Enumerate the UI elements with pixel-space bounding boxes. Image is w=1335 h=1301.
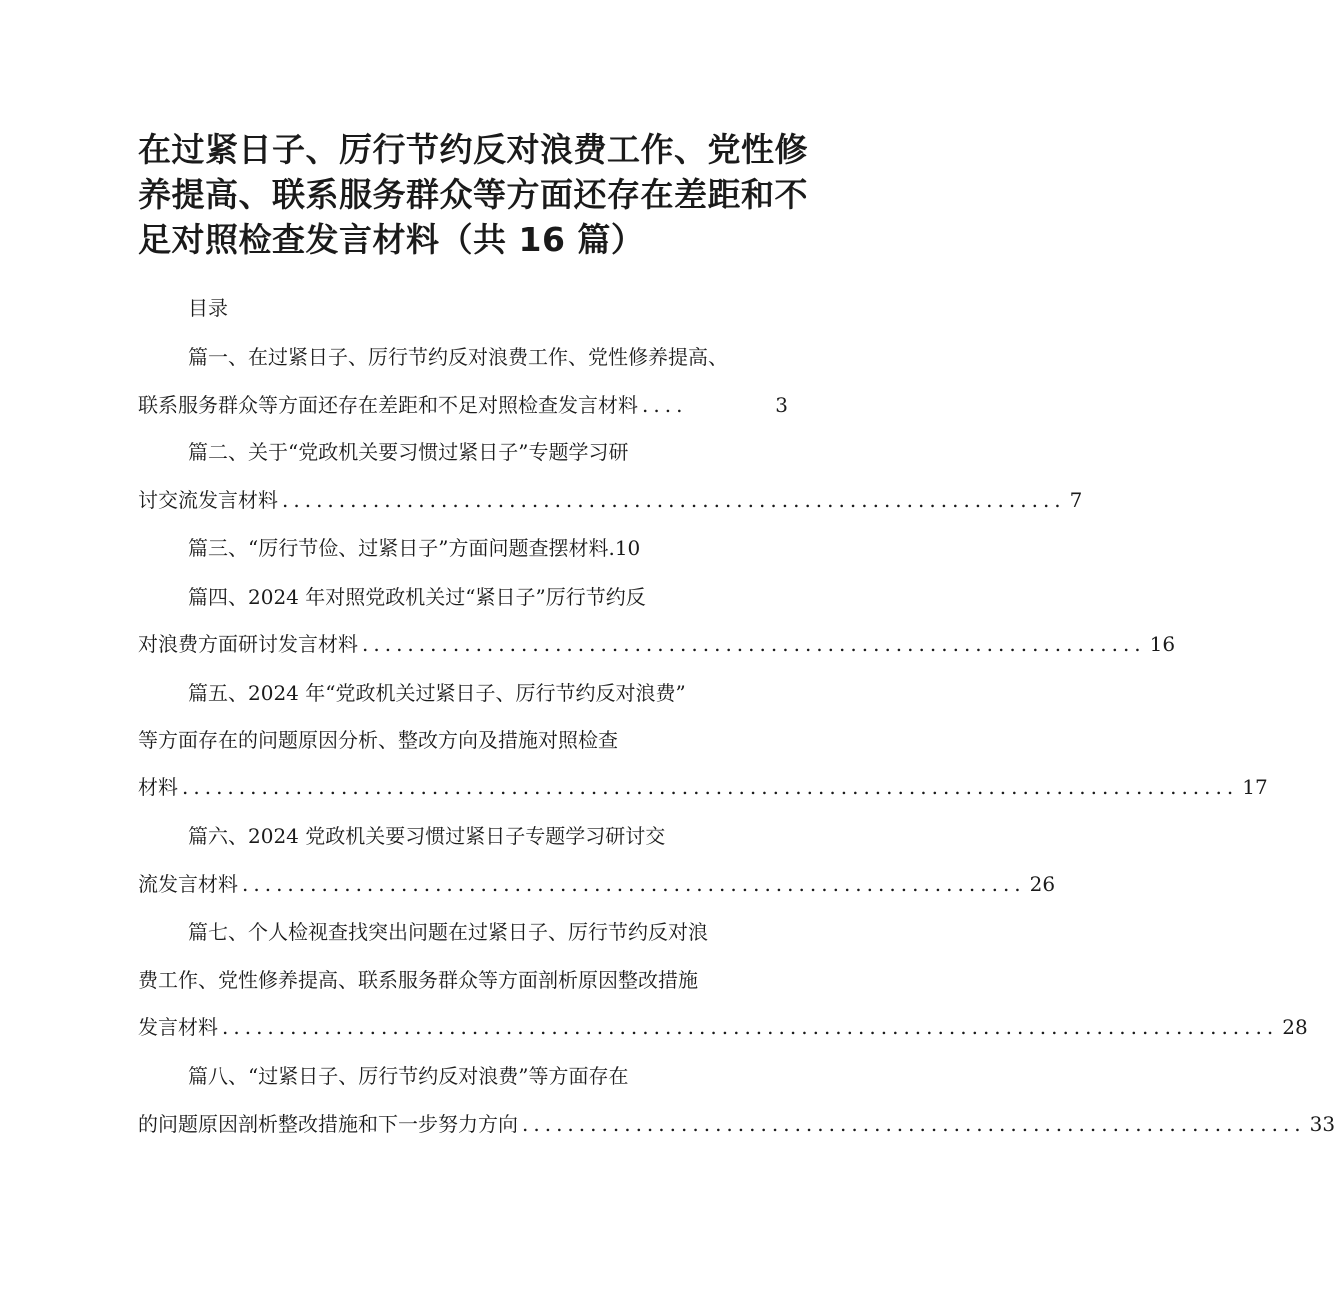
toc-page-number: 10 bbox=[614, 536, 641, 560]
document-title bbox=[138, 127, 808, 262]
toc-page-number: 33 bbox=[1309, 1112, 1335, 1136]
toc-entry-4-last-line[interactable] bbox=[138, 628, 1176, 660]
toc-entry-2-line-1[interactable]: 篇二、关于“党政机关要习惯过紧日子”专题学习研 bbox=[188, 440, 629, 464]
toc-entry-text: 讨交流发言材料 bbox=[138, 488, 278, 512]
toc-entry-text: 流发言材料 bbox=[138, 872, 238, 896]
toc-entry-text: 联系服务群众等方面还存在差距和不足对照检查发言材料 bbox=[138, 393, 638, 417]
toc-entry-text: 对浪费方面研讨发言材料 bbox=[138, 632, 358, 656]
dot-leader: ..................................................................... bbox=[242, 872, 1026, 896]
toc-entry-7-line-2[interactable]: 费工作、党性修养提高、联系服务群众等方面剖析原因整改措施 bbox=[138, 968, 698, 992]
title-line: 足对照检查发言材料（共 16 篇） bbox=[138, 220, 645, 259]
toc-entry-text: 材料 bbox=[138, 775, 178, 799]
toc-page-number: 16 bbox=[1149, 632, 1176, 656]
toc-entry-text: 发言材料 bbox=[138, 1015, 218, 1039]
toc-entry-8-last-line[interactable] bbox=[138, 1108, 1335, 1140]
toc-entry-1-line-1[interactable]: 篇一、在过紧日子、厉行节约反对浪费工作、党性修养提高、 bbox=[188, 345, 728, 369]
toc-entry-4-line-1[interactable]: 篇四、2024 年对照党政机关过“紧日子”厉行节约反 bbox=[188, 585, 646, 609]
dot-leader: ............................................................................................. bbox=[182, 775, 1239, 799]
toc-heading: 目录 bbox=[188, 296, 228, 320]
title-line: 在过紧日子、厉行节约反对浪费工作、党性修 bbox=[138, 130, 808, 169]
toc-page-number: 3 bbox=[775, 393, 788, 417]
toc-entry-6-last-line[interactable] bbox=[138, 868, 1056, 900]
toc-entry-2-last-line[interactable] bbox=[138, 484, 1083, 516]
toc-entry-3-line-1[interactable] bbox=[188, 532, 640, 564]
toc-page-number: 7 bbox=[1069, 488, 1083, 512]
toc-entry-5-line-2[interactable]: 等方面存在的问题原因分析、整改方向及措施对照检查 bbox=[138, 728, 618, 752]
toc-entry-1-last-line[interactable] bbox=[138, 389, 788, 421]
toc-entry-text: 的问题原因剖析整改措施和下一步努力方向 bbox=[138, 1112, 518, 1136]
toc-entry-text: 篇三、“厉行节俭、过紧日子”方面问题查摆材料 bbox=[188, 536, 609, 560]
toc-page-number: 17 bbox=[1242, 775, 1268, 799]
dot-leader: .... bbox=[642, 393, 688, 417]
dot-leader: . bbox=[608, 536, 615, 560]
dot-leader: ..................................................................... bbox=[522, 1112, 1306, 1136]
dot-leader: ..................................................................... bbox=[362, 632, 1146, 656]
toc-entry-7-line-1[interactable]: 篇七、个人检视查找突出问题在过紧日子、厉行节约反对浪 bbox=[188, 920, 708, 944]
toc-page-number: 26 bbox=[1029, 872, 1056, 896]
toc-entry-7-last-line[interactable] bbox=[138, 1011, 1308, 1043]
toc-entry-5-last-line[interactable] bbox=[138, 771, 1268, 803]
toc-page-number: 28 bbox=[1282, 1015, 1308, 1039]
toc-entry-5-line-1[interactable]: 篇五、2024 年“党政机关过紧日子、厉行节约反对浪费” bbox=[188, 681, 686, 705]
title-line: 养提高、联系服务群众等方面还存在差距和不 bbox=[138, 175, 808, 214]
dot-leader: ............................................................................................. bbox=[222, 1015, 1279, 1039]
dot-leader: ..................................................................... bbox=[282, 488, 1066, 512]
toc-entry-6-line-1[interactable]: 篇六、2024 党政机关要习惯过紧日子专题学习研讨交 bbox=[188, 824, 666, 848]
toc-entry-8-line-1[interactable]: 篇八、“过紧日子、厉行节约反对浪费”等方面存在 bbox=[188, 1064, 629, 1088]
